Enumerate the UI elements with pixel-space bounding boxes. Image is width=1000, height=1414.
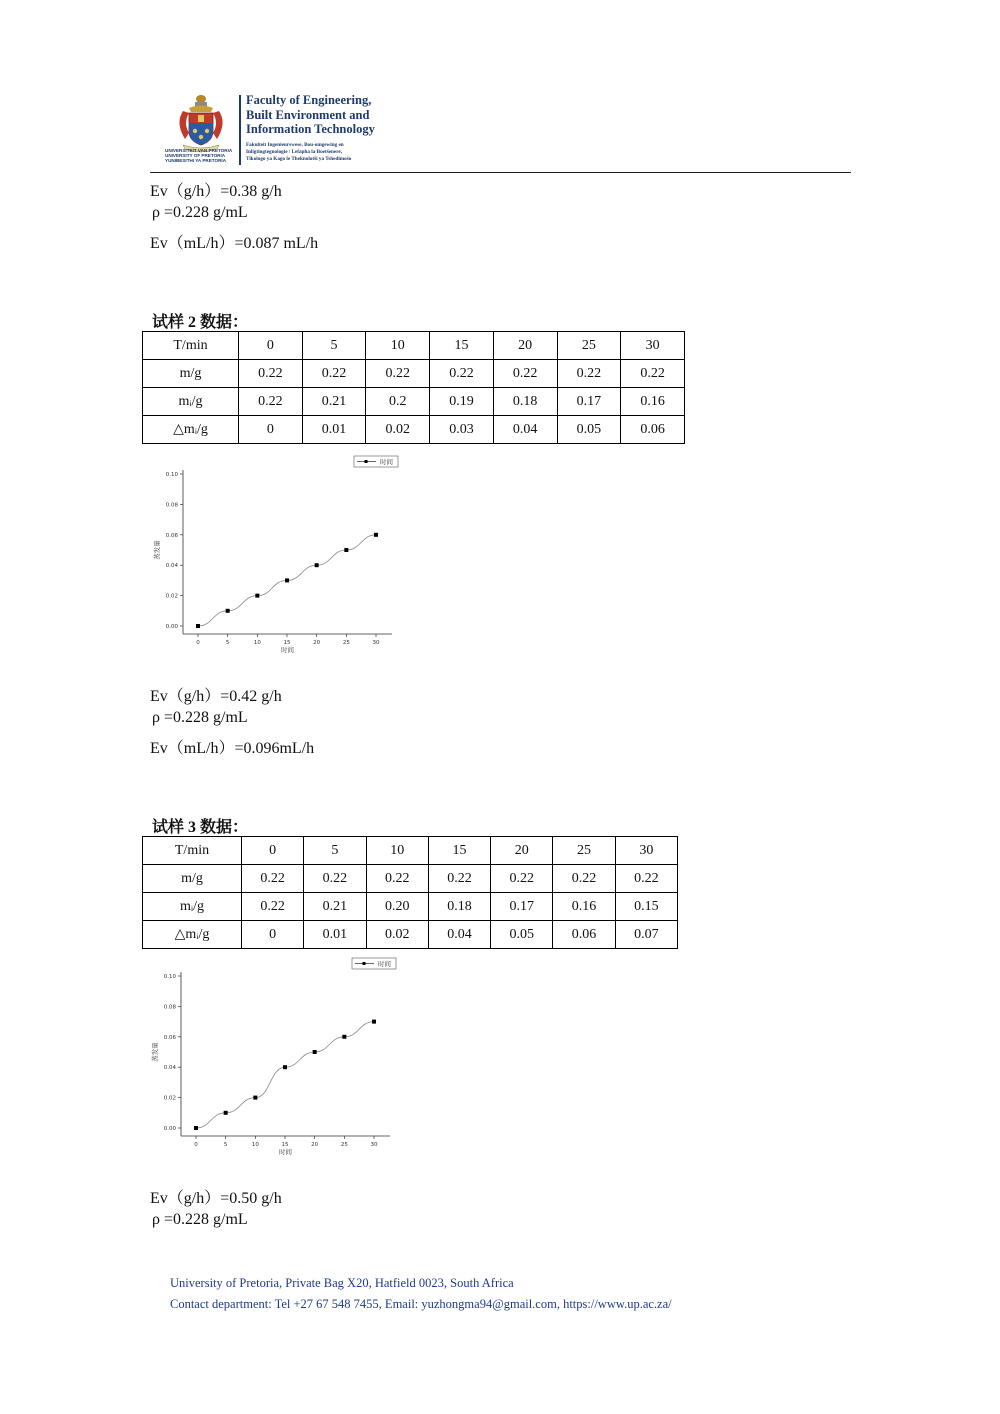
sample1-ev-mlh: Ev（mL/h）=0.087 mL/h [150, 235, 319, 252]
y-tick-label: 0.10 [165, 472, 178, 478]
sample2-row [143, 388, 685, 416]
y-tick-label: 0.06 [163, 1034, 176, 1041]
sample2-cell: 0.22 [430, 360, 494, 388]
sample3-row [143, 921, 678, 949]
x-axis-label: 时间 [281, 646, 294, 654]
university-line-1: UNIVERSITEIT VAN PRETORIA [165, 148, 233, 153]
data-point [372, 1020, 376, 1024]
sample2-cell: 30 [621, 332, 685, 360]
x-tick-label: 25 [342, 640, 350, 646]
data-point [224, 1111, 228, 1115]
sample2-cell: 25 [557, 332, 621, 360]
sample3-row-label: △mᵢ/g [143, 921, 242, 949]
sample2-rho: ρ =0.228 g/mL [152, 709, 248, 726]
sample3-cell: 0.05 [491, 921, 553, 949]
sample3-cell: 0.21 [304, 893, 366, 921]
y-tick-label: 0.02 [163, 1095, 176, 1102]
data-point [344, 548, 348, 552]
sample3-cell: 0.22 [304, 865, 366, 893]
y-tick-label: 0.08 [163, 1004, 176, 1011]
header-vertical-divider [239, 95, 241, 165]
sample3-ev-gh: Ev（g/h）=0.50 g/h [150, 1190, 282, 1207]
sample2-cell: 0.18 [493, 388, 557, 416]
faculty-sub-line-1: Fakulteit Ingenieurswese, Bou-omgewing en [246, 142, 344, 148]
sample3-cell: 20 [491, 837, 553, 865]
sample2-ev-mlh: Ev（mL/h）=0.096mL/h [150, 740, 315, 757]
sample2-cell: 5 [302, 332, 366, 360]
sample2-chart-plot [152, 456, 398, 654]
sample2-row-label: mᵢ/g [143, 388, 239, 416]
sample2-cell: 0.22 [239, 360, 303, 388]
sample3-row [143, 865, 678, 893]
sample2-cell: 0.22 [366, 360, 430, 388]
sample3-cell: 0.22 [366, 865, 428, 893]
sample1-rho: ρ =0.228 g/mL [152, 204, 248, 221]
y-tick-label: 0.00 [163, 1126, 176, 1132]
sample3-heading: 试样 3 数据： [152, 819, 249, 836]
sample2-chart [140, 450, 410, 672]
sample2-row-label: m/g [143, 360, 239, 388]
university-line-3: YUNIBESITHI YA PRETORIA [165, 158, 227, 164]
sample3-cell: 0.22 [242, 893, 304, 921]
sample3-cell: 0.16 [553, 893, 615, 921]
sample2-cell: 0.06 [621, 416, 685, 444]
x-tick-label: 10 [251, 1142, 259, 1148]
x-tick-label: 20 [313, 640, 321, 646]
x-tick-label: 0 [194, 1142, 198, 1148]
sample2-cell: 0.16 [621, 388, 685, 416]
faculty-name [246, 93, 375, 137]
sample3-chart-plot [150, 958, 396, 1156]
sample3-cell: 0.06 [553, 921, 615, 949]
university-name [165, 148, 232, 164]
sample3-cell: 25 [553, 837, 615, 865]
y-tick-label: 0.08 [165, 502, 178, 509]
sample3-cell: 0.22 [553, 865, 615, 893]
y-tick-label: 0.10 [163, 974, 176, 980]
data-point [342, 1035, 346, 1039]
sample3-cell: 5 [304, 837, 366, 865]
sample2-cell: 0 [239, 332, 303, 360]
chart-legend [352, 958, 396, 969]
sample2-cell: 0.21 [302, 388, 366, 416]
sample3-table-body [143, 837, 678, 949]
x-tick-label: 5 [225, 640, 230, 646]
sample2-cell: 0.02 [366, 416, 430, 444]
sample3-cell: 0.22 [428, 865, 490, 893]
data-point [194, 1126, 198, 1130]
x-tick-label: 30 [372, 640, 380, 646]
y-tick-label: 0.04 [165, 563, 178, 570]
sample3-cell: 0.22 [242, 865, 304, 893]
x-tick-label: 15 [281, 1142, 289, 1148]
sample3-row-label: m/g [143, 865, 242, 893]
sample3-cell: 0.01 [304, 921, 366, 949]
data-point [253, 1096, 257, 1100]
data-point [315, 563, 319, 567]
data-point [285, 578, 289, 582]
sample3-cell: 0 [242, 921, 304, 949]
faculty-line-2: Built Environment and [246, 107, 370, 122]
faculty-line-1: Faculty of Engineering, [246, 93, 372, 107]
y-tick-label: 0.04 [163, 1065, 176, 1072]
series-line [196, 1022, 374, 1128]
sample2-row [143, 360, 685, 388]
sample3-cell: 0.18 [428, 893, 490, 921]
sample3-cell: 0.20 [366, 893, 428, 921]
x-tick-label: 15 [283, 640, 291, 646]
faculty-line-3: Information Technology [246, 122, 375, 136]
sample3-cell: 0.07 [615, 921, 677, 949]
legend-marker [363, 962, 366, 965]
sample3-row [143, 837, 678, 865]
sample2-cell: 0 [239, 416, 303, 444]
sample2-table [142, 331, 685, 444]
legend-label: 时间 [378, 960, 391, 968]
sample2-ev-gh: Ev（g/h）=0.42 g/h [150, 688, 282, 705]
sample2-cell: 0.22 [493, 360, 557, 388]
sample2-cell: 0.03 [430, 416, 494, 444]
sample3-table [142, 836, 678, 949]
x-tick-label: 20 [311, 1142, 319, 1148]
sample3-row-label: T/min [143, 837, 242, 865]
x-tick-label: 25 [340, 1142, 348, 1148]
y-tick-label: 0.06 [165, 532, 178, 539]
sample2-cell: 0.04 [493, 416, 557, 444]
sample3-row-label: mᵢ/g [143, 893, 242, 921]
data-point [283, 1065, 287, 1069]
sample2-cell: 0.2 [366, 388, 430, 416]
sample2-cell: 15 [430, 332, 494, 360]
sample2-cell: 0.05 [557, 416, 621, 444]
sample2-row [143, 416, 685, 444]
y-axis-label: 蒸发量 [151, 1042, 159, 1062]
sample3-cell: 15 [428, 837, 490, 865]
sample3-cell: 0.02 [366, 921, 428, 949]
sample2-cell: 0.22 [557, 360, 621, 388]
sample3-cell: 0.22 [615, 865, 677, 893]
y-axis-label: 蒸发量 [153, 540, 161, 560]
sample3-cell: 0 [242, 837, 304, 865]
data-point [196, 624, 200, 628]
sample2-row [143, 332, 685, 360]
sample2-cell: 0.01 [302, 416, 366, 444]
sample3-cell: 30 [615, 837, 677, 865]
faculty-sub-line-3: Tikologo ya Kago le Theknolotši ya Tshedimošo [246, 155, 352, 162]
x-tick-label: 5 [223, 1142, 228, 1148]
faculty-subtitle [246, 142, 351, 162]
sample2-row-label: T/min [143, 332, 239, 360]
x-tick-label: 30 [370, 1142, 378, 1148]
sample3-cell: 10 [366, 837, 428, 865]
x-tick-label: 10 [253, 640, 261, 646]
data-point [313, 1050, 317, 1054]
sample3-cell: 0.04 [428, 921, 490, 949]
faculty-sub-line-2: Inligtingtegnologie / Lefapha la Boetšenere, [246, 148, 343, 155]
footer-contact: Contact department: Tel +27 67 548 7455, Email: yuzhongma94@gmail.com, https://www.up.ac.za/ [170, 1297, 672, 1311]
y-tick-label: 0.02 [165, 593, 178, 600]
sample2-cell: 20 [493, 332, 557, 360]
footer-address: University of Pretoria, Private Bag X20, Hatfield 0023, South Africa [170, 1276, 514, 1290]
sample1-ev-gh: Ev（g/h）=0.38 g/h [150, 183, 282, 200]
sample3-chart [138, 952, 408, 1174]
sample3-row [143, 893, 678, 921]
legend-label: 时间 [380, 458, 393, 466]
sample2-cell: 0.19 [430, 388, 494, 416]
sample2-cell: 0.22 [302, 360, 366, 388]
sample2-table-body [143, 332, 685, 444]
x-tick-label: 0 [196, 640, 200, 646]
sample2-row-label: △mᵢ/g [143, 416, 239, 444]
data-point [226, 609, 230, 613]
y-tick-label: 0.00 [165, 624, 178, 630]
x-axis-label: 时间 [279, 1148, 292, 1156]
sample2-cell: 0.17 [557, 388, 621, 416]
sample3-rho: ρ =0.228 g/mL [152, 1211, 248, 1228]
sample2-cell: 0.22 [239, 388, 303, 416]
sample3-cell: 0.17 [491, 893, 553, 921]
data-point [255, 594, 259, 598]
university-line-2: UNIVERSITY OF PRETORIA [165, 153, 226, 159]
data-point [374, 533, 378, 537]
header-divider [150, 172, 851, 173]
legend-marker [365, 460, 368, 463]
sample3-cell: 0.15 [615, 893, 677, 921]
sample2-cell: 0.22 [621, 360, 685, 388]
sample2-cell: 10 [366, 332, 430, 360]
chart-legend [354, 456, 398, 467]
sample3-cell: 0.22 [491, 865, 553, 893]
sample2-heading: 试样 2 数据： [152, 314, 249, 331]
